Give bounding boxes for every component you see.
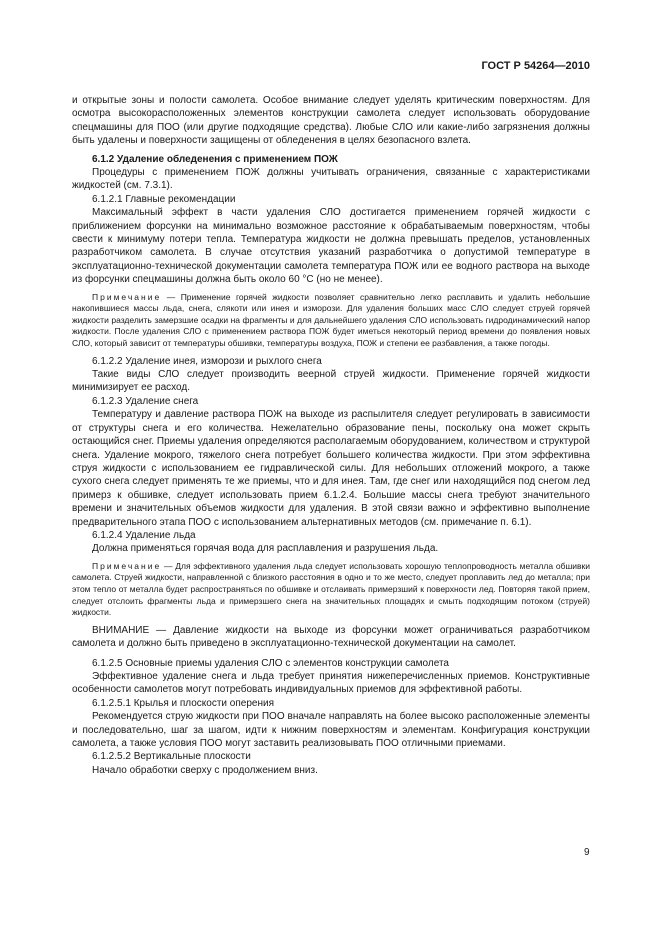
paragraph-frost: Такие виды СЛО следует производить веерной струей жидкости. Применение горячей жидкости минимизирует ее расход. — [72, 369, 590, 394]
paragraph-continuation: и открытые зоны и полости самолета. Особое внимание следует уделять критическим поверхностям. Для осмотра высокорасположенных элементов конструкции самолета следует использовать оборудование спецмашины для ПОО (или другие подходящие средства). Любые СЛО или какие-либо загрязнения должны быть удалены и поверхности защищены от обледенения в целях безопасного взлета. — [72, 95, 590, 147]
document-body — [72, 94, 590, 777]
paragraph-ice: Должна применяться горячая вода для расплавления и разрушения льда. — [92, 543, 439, 555]
page-number: 9 — [584, 847, 590, 858]
section-heading-6-1-2: 6.1.2 Удаление обледенения с применением ПОЖ — [92, 153, 338, 165]
subsection-heading-6-1-2-2: 6.1.2.2 Удаление инея, изморози и рыхлого снега — [92, 355, 322, 367]
paragraph-procedures: Процедуры с применением ПОЖ должны учитывать ограничения, связанные с характеристиками жидкостей (см. 7.3.1). — [72, 167, 590, 192]
subsection-heading-6-1-2-5: 6.1.2.5 Основные приемы удаления СЛО с элементов конструкции самолета — [92, 657, 449, 669]
paragraph-vertical: Начало обработки сверху с продолжением вниз. — [92, 764, 318, 776]
subsection-heading-6-1-2-4: 6.1.2.4 Удаление льда — [92, 529, 196, 541]
note-ice — [72, 561, 590, 619]
subsection-heading-6-1-2-5-2: 6.1.2.5.2 Вертикальные плоскости — [92, 751, 251, 763]
paragraph-snow: Температуру и давление раствора ПОЖ на выходе из распылителя следует регулировать в зависимости от структуры снега и его количества. Нежелательно образование пены, поскольку она может скрыть остающийся снег. Приемы удаления определяются располагаемым оборудованием, количеством и структурой снега. Удаление мокрого, тяжелого снега потребует большего количества жидкости. При этом эффективна струя жидкости с использованием ее гидравлической силы. Для небольших отложений мокрого, а также сухого снега следует применять те же приемы, что и для инея. Там, где снег или находящийся под снегом лед примерз к обшивке, следует использовать прием 6.1.2.4. Большие массы снега требуют значительного времени и значительных объемов жидкости для удаления. В этой связи важно и эффективно выполнение предварительного этапа ПОО с использованием альтернативных методов (см. примечание п. 6.1). — [72, 409, 590, 528]
subsection-heading-6-1-2-5-1: 6.1.2.5.1 Крылья и плоскости оперения — [92, 697, 274, 709]
standard-header: ГОСТ Р 54264—2010 — [481, 60, 590, 72]
subsection-heading-6-1-2-1: 6.1.2.1 Главные рекомендации — [92, 193, 236, 205]
note-text: — Для эффективного удаления льда следует использовать хорошую теплопроводность металла обшивки самолета. Струей жидкости, направленной с близкого расстояния в одно и то же место, следует проплавить лед до металла; при этом тепло от металла будет распространяться по обшивке и отслаивать примерзший к поверхности лед. Повторяя такой прием, следует отслоить фрагменты льда и примерзшего снега на значительных площадях и смыть подходящим потоком (струей) жидкости. — [72, 560, 590, 618]
note-text: — Применение горячей жидкости позволяет сравнительно легко расплавить и удалить небольшие накопившиеся массы льда, снега, слякоти или инея и изморози. Для удаления больших масс СЛО следует струей горячей жидкости разделить замерзшие осадки на фрагменты и для дальнейшего удаления СЛО использовать гидродинамический напор жидкости. После удаления СЛО с применением раствора ПОЖ будет иметься некоторый период времени до появления новых СЛО, который зависит от температуры обшивки, температуры воздуха, ПОЖ и степени ее разбавления, а также погоды. — [72, 291, 590, 349]
paragraph-techniques: Эффективное удаление снега и льда требует принятия нижеперечисленных приемов. Конструктивные особенности самолетов могут потребовать индивидуальных приемов для эффективной работы. — [72, 670, 590, 696]
note-label: Примечание — [92, 560, 162, 571]
warning-paragraph: ВНИМАНИЕ — Давление жидкости на выходе из форсунки может ограничиваться разработчиком самолета и должно быть приведено в эксплуатационно-технической документации на самолет. — [72, 624, 590, 650]
note-hot-fluid — [72, 292, 590, 350]
paragraph-wings: Рекомендуется струю жидкости при ПОО вначале направлять на более высоко расположенные элементы и последовательно, шаг за шагом, идти к нижним поверхностям и элементам. Конфигурация конструкции самолета, а также условия ПОО могут заставить реализовывать ПОО отличными приемами. — [72, 711, 590, 749]
subsection-heading-6-1-2-3: 6.1.2.3 Удаление снега — [92, 395, 199, 407]
note-label: Примечание — [92, 291, 162, 302]
paragraph-hot-fluid: Максимальный эффект в части удаления СЛО достигается применением горячей жидкости с приближением форсунки на минимально возможное расстояние к обрабатываемым поверхностям, чтобы свести к минимуму потери тепла. Температура жидкости не должна превышать пределов, установленных разработчиком самолета. В случае отсутствия указаний разработчика о допустимой температуре в эксплуатационно-технической документации самолета температура ПОЖ или ее водного раствора на выходе из форсунки спецмашины должна быть около 60 °С (но не менее). — [72, 207, 590, 286]
